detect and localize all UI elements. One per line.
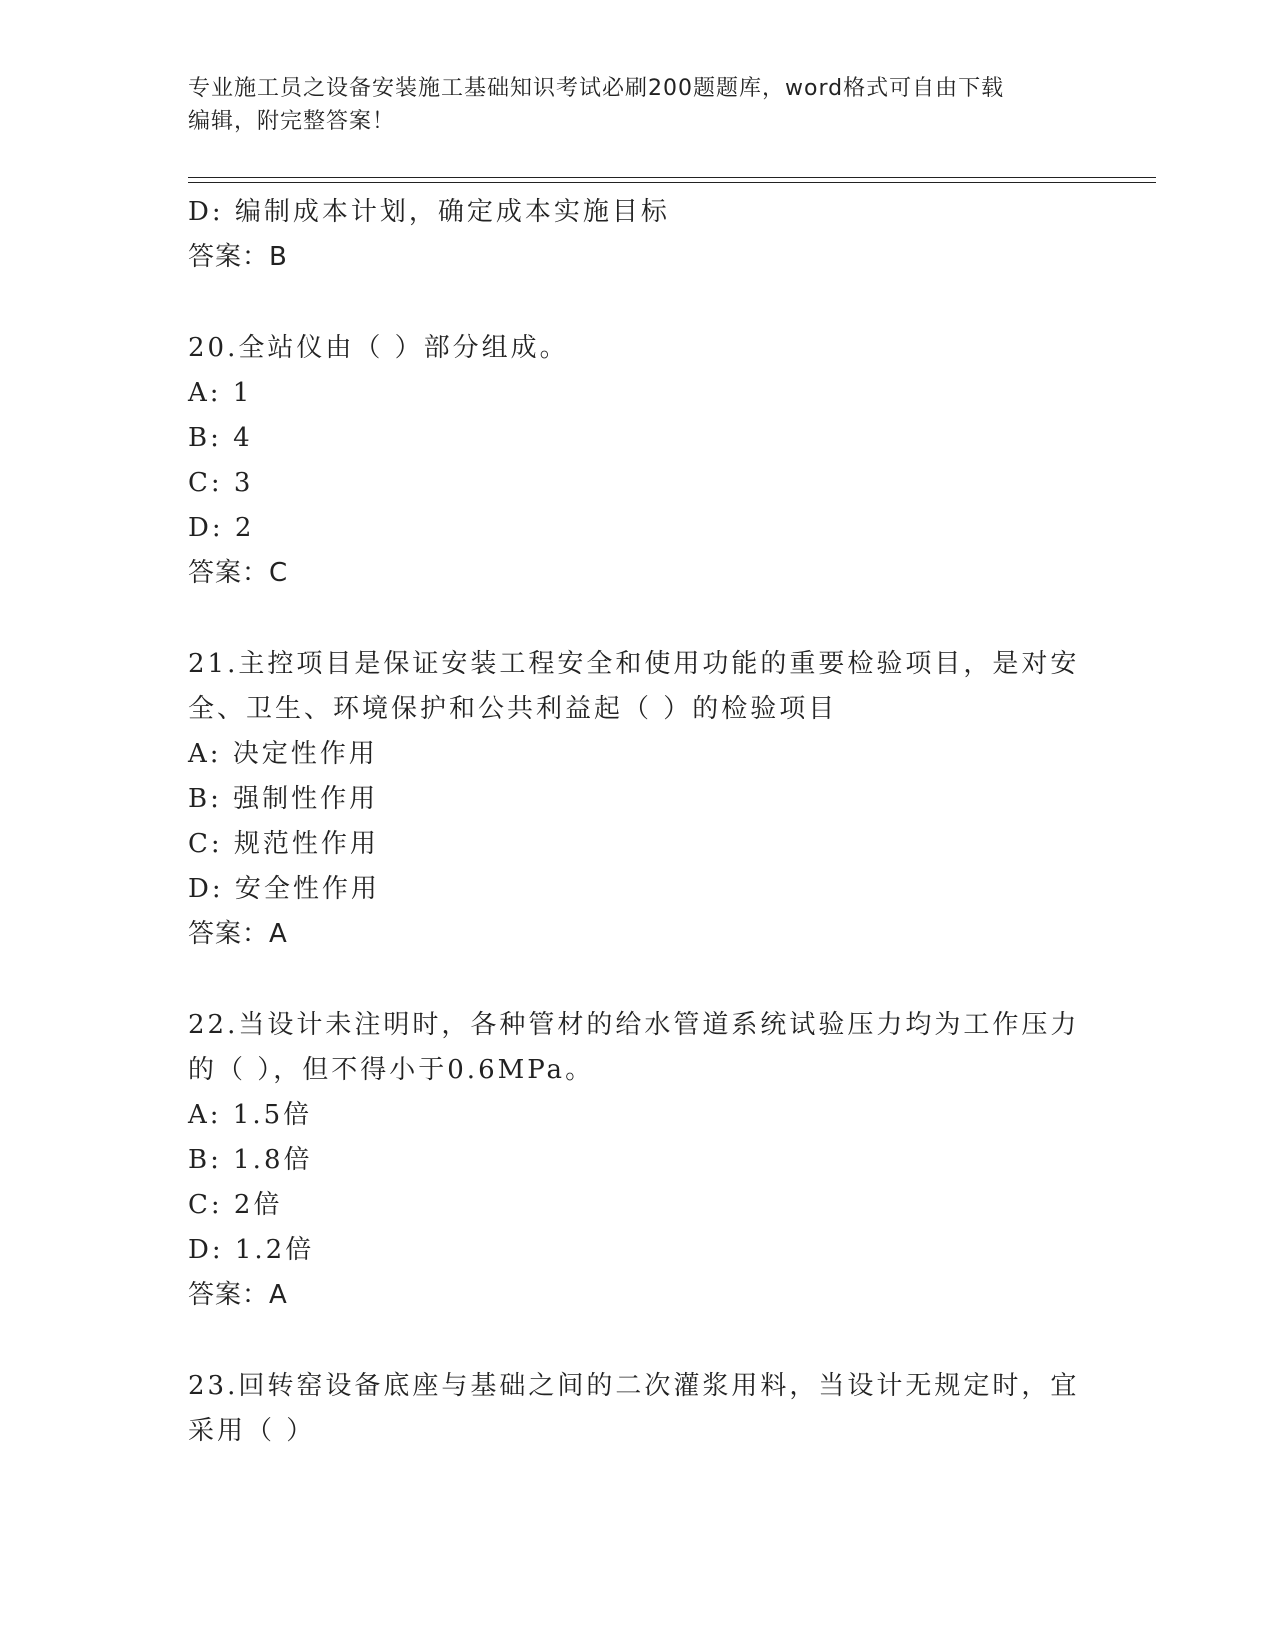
option-d: D: 1.2倍 bbox=[188, 1235, 315, 1265]
header-title-line-1: 专业施工员之设备安装施工基础知识考试必刷200题题库，word格式可自由下载 bbox=[188, 76, 1005, 101]
spacer bbox=[188, 957, 1088, 1003]
option-a: A: 1.5倍 bbox=[188, 1100, 313, 1130]
option-c: C: 3 bbox=[188, 468, 254, 498]
header-divider-top bbox=[188, 177, 1156, 178]
answer-line: 答案：B bbox=[188, 242, 288, 272]
option-a: A: 1 bbox=[188, 378, 253, 408]
question-stem-continued: 的（ ），但不得小于0.6MPa。 bbox=[188, 1055, 595, 1085]
previous-question-tail bbox=[188, 190, 1088, 280]
question-stem: 20.全站仪由（ ）部分组成。 bbox=[188, 333, 569, 363]
question-stem: 21.主控项目是保证安装工程安全和使用功能的重要检验项目，是对安 bbox=[188, 649, 1080, 679]
spacer bbox=[188, 280, 1088, 326]
answer-line: 答案：A bbox=[188, 919, 288, 949]
question-22 bbox=[188, 1003, 1088, 1318]
option-d: D: 安全性作用 bbox=[188, 874, 380, 904]
question-21 bbox=[188, 642, 1088, 957]
option-b: B: 1.8倍 bbox=[188, 1145, 313, 1175]
question-stem: 23.回转窑设备底座与基础之间的二次灌浆用料，当设计无规定时，宜 bbox=[188, 1371, 1080, 1401]
option-d: D: 2 bbox=[188, 513, 255, 543]
answer-line: 答案：C bbox=[188, 558, 289, 588]
question-stem-continued: 全、卫生、环境保护和公共利益起（ ）的检验项目 bbox=[188, 694, 838, 724]
option-a: A: 决定性作用 bbox=[188, 739, 378, 769]
answer-line: 答案：A bbox=[188, 1280, 288, 1310]
spacer bbox=[188, 596, 1088, 642]
question-stem: 22.当设计未注明时，各种管材的给水管道系统试验压力均为工作压力 bbox=[188, 1010, 1080, 1040]
header-title-line-2: 编辑，附完整答案！ bbox=[188, 109, 396, 134]
header-divider-bottom bbox=[188, 182, 1156, 183]
option-b: B: 强制性作用 bbox=[188, 784, 379, 814]
spacer bbox=[188, 1318, 1088, 1364]
question-20 bbox=[188, 326, 1088, 596]
option-c: C: 规范性作用 bbox=[188, 829, 379, 859]
question-list bbox=[188, 190, 1088, 1454]
option-d: D: 编制成本计划，确定成本实施目标 bbox=[188, 197, 670, 227]
document-header bbox=[188, 72, 1068, 138]
option-b: B: 4 bbox=[188, 423, 253, 453]
option-c: C: 2倍 bbox=[188, 1190, 283, 1220]
question-stem-continued: 采用（ ） bbox=[188, 1416, 316, 1446]
question-23 bbox=[188, 1364, 1088, 1454]
